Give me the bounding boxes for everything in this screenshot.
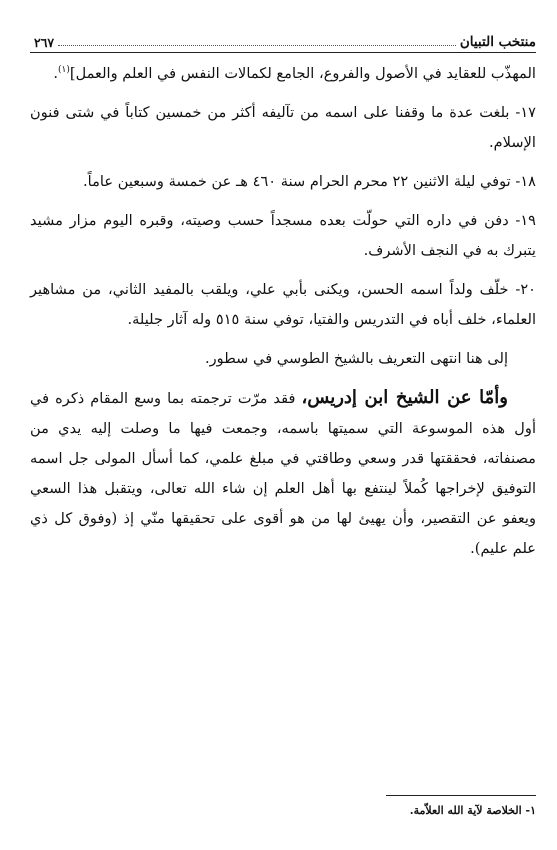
paragraph-item-20 <box>30 275 536 335</box>
paragraph-conclusion <box>30 344 536 374</box>
page-body <box>30 59 536 564</box>
paragraph-suffix: . <box>53 65 58 82</box>
paragraph-continuation <box>30 59 536 89</box>
paragraph-item-17 <box>30 98 536 158</box>
paragraph-text: ٢٠- خلّف ولداً اسمه الحسن، ويكنى بأبي علي، ويلقب بالمفيد الثاني، من مشاهير العلماء، خلف أباه في التدريس والفتيا، توفي سنة ٥١٥ وله آثار جليلة. <box>30 281 536 328</box>
footnote-divider <box>386 795 536 796</box>
paragraph-text: فقد مرّت ترجمته بما وسع المقام ذكره في أول هذه الموسوعة التي سميتها باسمه، وجمعت فيها ما وصلت إليه يدي من مصنفاته، فحققتها قدر وسعي وطاقتي في مبلغ علمي، كما أسأل المولى جل اسمه التوفيق لإخراجها كُملاً لينتفع بها أهل العلم إن شاء الله تعالى، ويتقبل هذا السعي ويعفو عن التقصير، وأن يهيئ لها من هو أقوى على تحقيقها منّي إذ (وفوق كل ذي علم عليم). <box>30 390 536 557</box>
footnote: ١- الخلاصة لآية الله العلاّمة. <box>409 804 536 817</box>
paragraph-text: ١٧- بلغت عدة ما وقفنا على اسمه من تآليفه أكثر من خمسين كتاباً في شتى فنون الإسلام. <box>30 104 536 151</box>
paragraph-text: إلى هنا انتهى التعريف بالشيخ الطوسي في سطور. <box>204 350 508 367</box>
book-page <box>30 28 536 828</box>
paragraph-item-19 <box>30 206 536 266</box>
paragraph-item-18 <box>30 167 536 197</box>
paragraph-text: المهذّب للعقايد في الأصول والفروع، الجامع لكمالات النفس في العلم والعمل] <box>69 65 536 82</box>
paragraph-ibn-idris <box>30 383 536 564</box>
paragraph-lead: وأمّا عن الشيخ ابن إدريس، <box>301 387 508 408</box>
paragraph-text: ١٨- توفي ليلة الاثنين ٢٢ محرم الحرام سنة ٤٦٠ هـ عن خمسة وسبعين عاماً. <box>83 173 536 190</box>
running-header <box>30 28 536 53</box>
page-number: ٢٦٧ <box>34 35 55 50</box>
footnote-marker: (١) <box>58 65 70 76</box>
paragraph-text: ١٩- دفن في داره التي حولّت بعده مسجداً حسب وصيته، وقبره اليوم مزار مشيد يتبرك به في النجف الأشرف. <box>30 212 536 259</box>
header-dot-leader <box>58 45 456 46</box>
book-title: منتخب التبيان <box>459 34 536 50</box>
